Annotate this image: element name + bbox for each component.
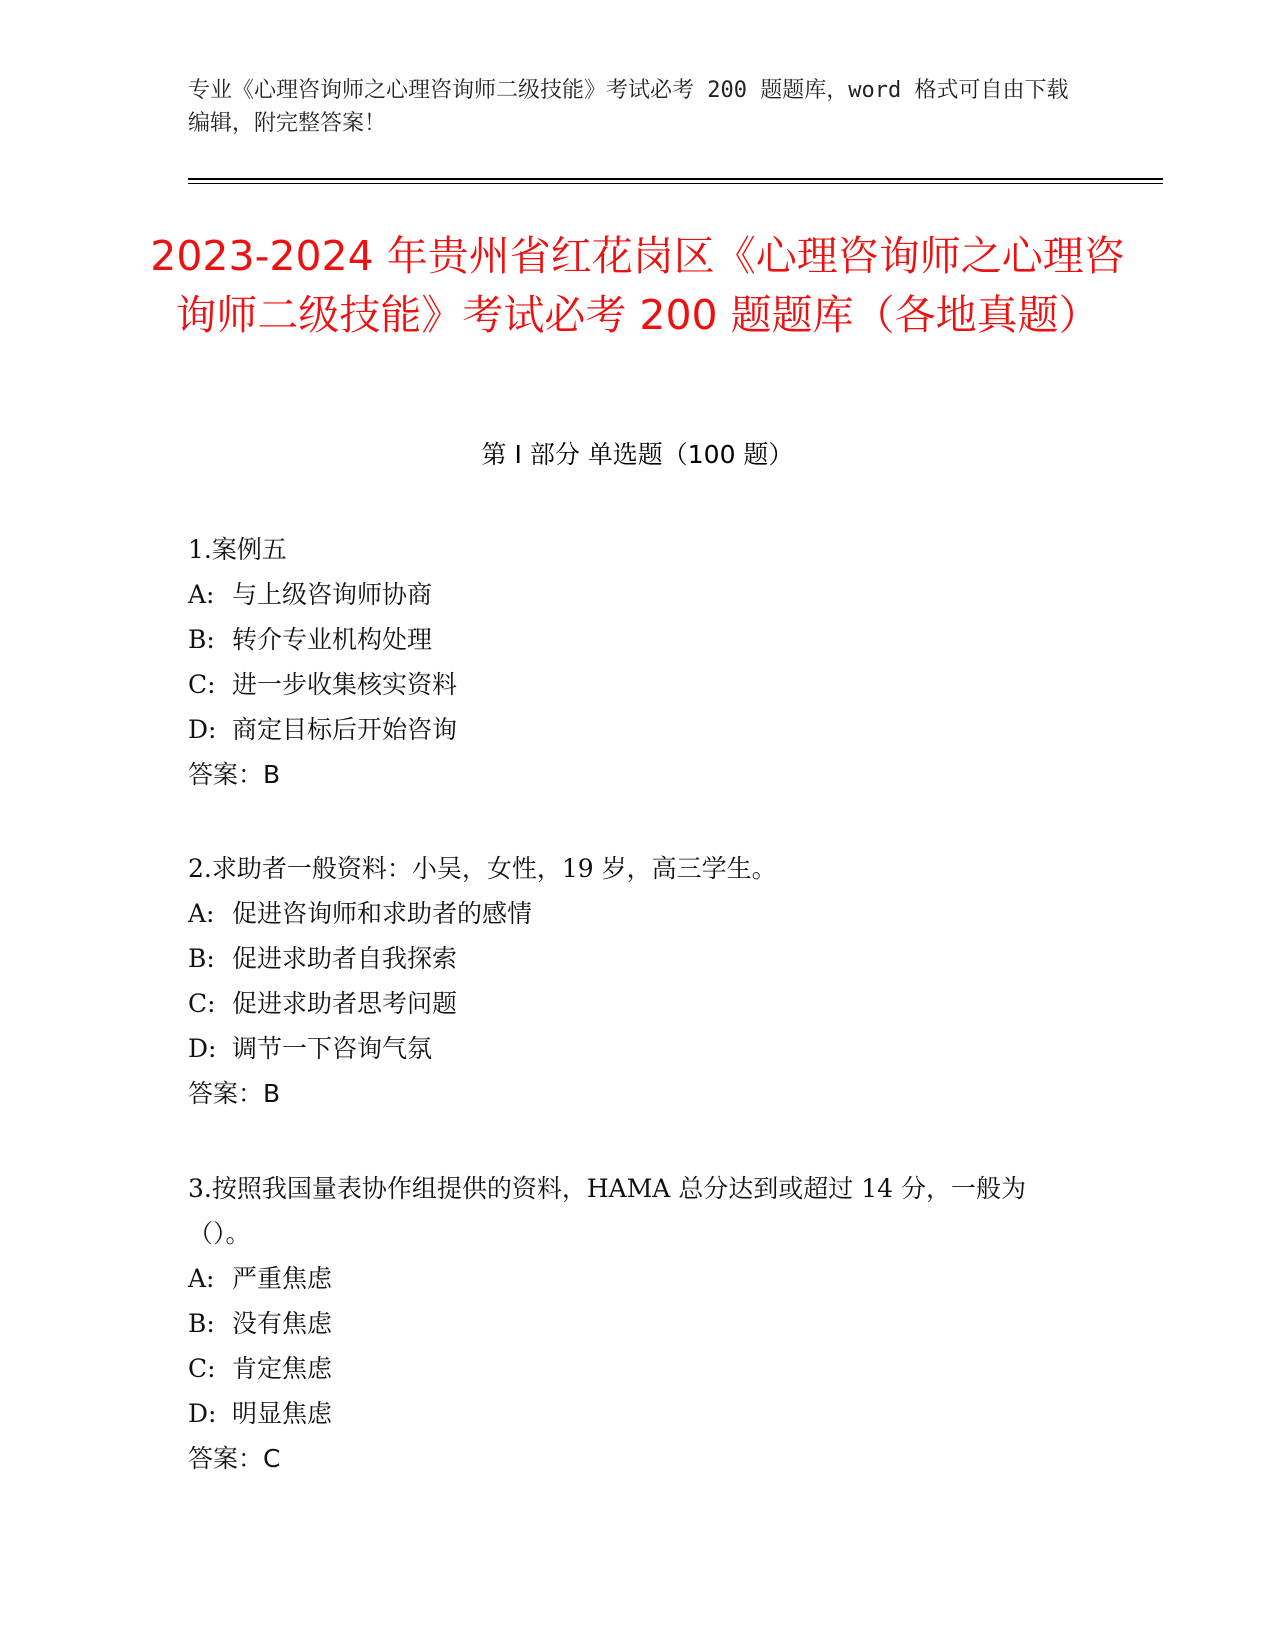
- question-2: [188, 846, 1088, 1116]
- question-stem: 2.求助者一般资料：小吴，女性，19 岁，高三学生。: [188, 854, 777, 883]
- option-text: 促进求助者自我探索: [232, 944, 458, 973]
- header-divider: [188, 178, 1163, 180]
- question-1: [188, 527, 1088, 797]
- option-a: [188, 572, 1088, 617]
- option-letter: B:: [188, 944, 215, 973]
- option-letter: B:: [188, 1309, 215, 1338]
- option-d: [188, 1026, 1088, 1071]
- option-b: [188, 617, 1088, 662]
- option-text: 商定目标后开始咨询: [232, 715, 458, 744]
- option-letter: C:: [188, 1354, 216, 1383]
- option-letter: B:: [188, 625, 215, 654]
- option-d: [188, 707, 1088, 752]
- option-d: [188, 1391, 1088, 1436]
- option-c: [188, 1346, 1088, 1391]
- answer-line: 答案：C: [188, 1444, 281, 1473]
- option-b: [188, 1301, 1088, 1346]
- option-c: [188, 662, 1088, 707]
- answer-line: 答案：B: [188, 760, 281, 789]
- option-text: 转介专业机构处理: [232, 625, 433, 654]
- option-letter: A:: [188, 899, 215, 928]
- option-c: [188, 981, 1088, 1026]
- option-letter: D:: [188, 715, 217, 744]
- question-3: [188, 1166, 1088, 1481]
- option-text: 促进求助者思考问题: [232, 989, 458, 1018]
- option-letter: A:: [188, 1264, 215, 1293]
- option-text: 调节一下咨询气氛: [232, 1034, 433, 1063]
- option-letter: C:: [188, 670, 216, 699]
- option-b: [188, 936, 1088, 981]
- option-text: 严重焦虑: [232, 1264, 333, 1293]
- option-text: 明显焦虑: [232, 1399, 333, 1428]
- option-text: 进一步收集核实资料: [232, 670, 458, 699]
- option-letter: D:: [188, 1034, 217, 1063]
- option-text: 没有焦虑: [232, 1309, 333, 1338]
- intro-text: 专业《心理咨询师之心理咨询师二级技能》考试必考 200 题题库，word 格式可自由下载编辑，附完整答案！: [188, 78, 1069, 136]
- header-divider-thin: [188, 183, 1163, 184]
- option-letter: A:: [188, 580, 215, 609]
- question-stem: 1.案例五: [188, 535, 287, 564]
- option-text: 与上级咨询师协商: [232, 580, 433, 609]
- section-heading: 第 I 部分 单选题（100 题）: [481, 440, 794, 469]
- question-stem: 3.按照我国量表协作组提供的资料，HAMA 总分达到或超过 14 分，一般为（）。: [188, 1174, 1027, 1248]
- answer-line: 答案：B: [188, 1079, 281, 1108]
- option-letter: C:: [188, 989, 216, 1018]
- option-a: [188, 891, 1088, 936]
- option-a: [188, 1256, 1088, 1301]
- document-title: 2023-2024 年贵州省红花岗区《心理咨询师之心理咨询师二级技能》考试必考 200 题题库（各地真题）: [150, 232, 1125, 339]
- option-text: 促进咨询师和求助者的感情: [232, 899, 533, 928]
- option-text: 肯定焦虑: [232, 1354, 333, 1383]
- option-letter: D:: [188, 1399, 217, 1428]
